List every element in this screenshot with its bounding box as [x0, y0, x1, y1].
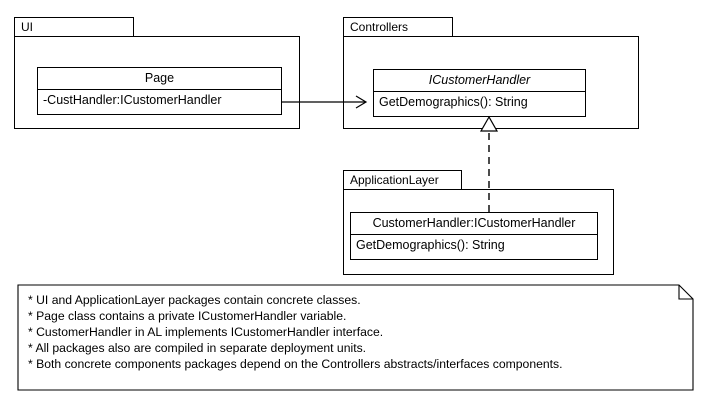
package-tab-applicationlayer [343, 170, 462, 190]
class-method-getdemographics: GetDemographics(): String [356, 238, 505, 252]
package-label-applicationlayer: ApplicationLayer [350, 173, 439, 187]
package-tab-controllers [343, 17, 453, 37]
package-label-ui: UI [21, 20, 33, 34]
class-box-customerhandler[interactable] [350, 212, 598, 260]
class-box-page[interactable] [37, 67, 282, 115]
package-label-controllers: Controllers [350, 20, 409, 34]
package-tab-ui [14, 17, 134, 37]
note-box [18, 285, 693, 390]
interface-name-icustomerhandler: ICustomerHandler [374, 70, 585, 92]
class-name-page: Page [38, 68, 281, 90]
class-name-customerhandler: CustomerHandler:ICustomerHandler [351, 213, 597, 235]
note-text-line-1: * UI and ApplicationLayer packages contain concrete classes. [28, 293, 361, 307]
class-box-icustomerhandler[interactable] [373, 69, 586, 117]
note-text-line-4: * All packages also are compiled in separate deployment units. [28, 341, 367, 355]
class-attribute-custhandler: -CustHandler:ICustomerHandler [43, 93, 222, 107]
note-text-line-2: * Page class contains a private ICustomerHandler variable. [28, 309, 347, 323]
note-text-line-3: * CustomerHandler in AL implements ICustomerHandler interface. [28, 325, 384, 339]
note-text-line-5: * Both concrete components packages depend on the Controllers abstracts/interfaces components. [28, 357, 563, 371]
interface-method-getdemographics: GetDemographics(): String [379, 95, 528, 109]
